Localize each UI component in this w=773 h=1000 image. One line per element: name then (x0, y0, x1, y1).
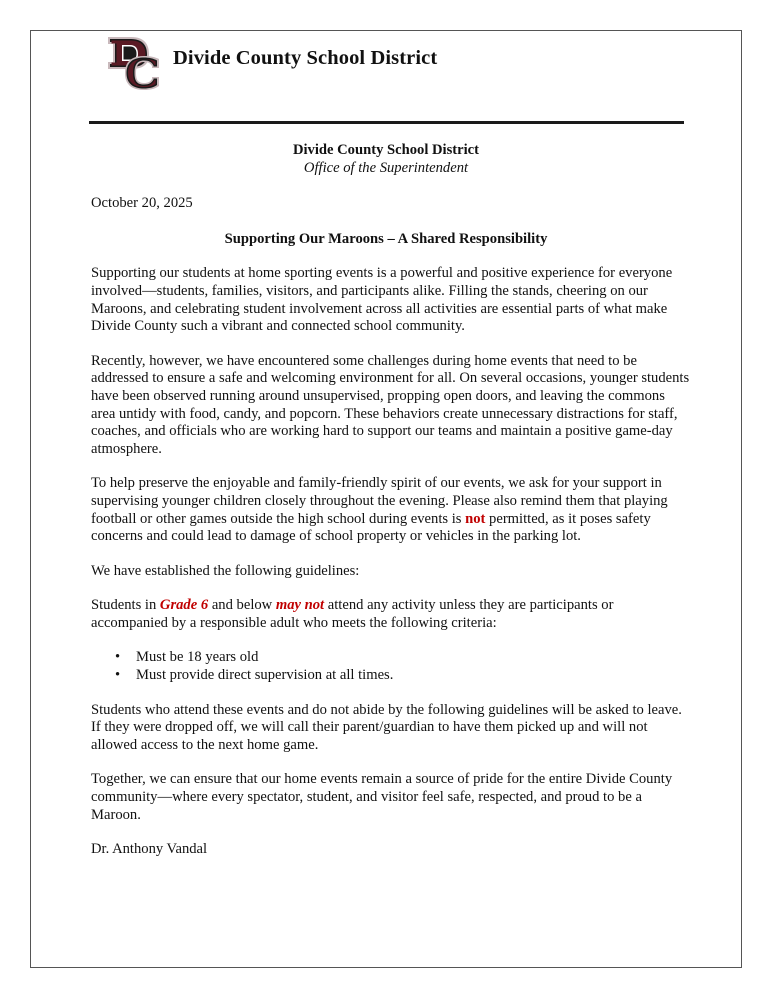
paragraph-support-request (91, 475, 691, 545)
letterhead-title: Divide County School District (173, 46, 438, 69)
office-name: Office of the Superintendent (303, 159, 469, 176)
list-item-text: Must provide direct supervision at all times. (136, 667, 394, 684)
paragraph-text: Students in (91, 597, 160, 614)
letter-body (91, 142, 691, 859)
paragraph-challenges: Recently, however, we have encountered some challenges during home events that need to be addressed to ensure a safe and welcoming environment for all. On several occasions, younger students have been observed running around unsupervised, propping open doors, and leaving the commons area untidy with food, candy, and popcorn. These behaviors create unnecessary distractions for staff, coaches, and officials who are working hard to support our teams and maintain a positive game-day atmosphere. (91, 352, 690, 457)
signature: Dr. Anthony Vandal (91, 841, 208, 858)
list-item (91, 649, 691, 667)
paragraph-text: To help preserve the enjoyable and family-friendly spirit of our events, we ask for your support in supervising younger children closely throughout the evening. Please also remind them that playing football or other games outside the high school during events is (91, 475, 668, 527)
emphasis-may-not: may not (275, 597, 325, 614)
paragraph-text: permitted, as it poses safety concerns and could lead to damage of school property or vehicles in the parking lot. (91, 510, 651, 545)
letter-subject: Supporting Our Maroons – A Shared Responsibility (224, 230, 548, 247)
emphasis-not: not (465, 510, 486, 527)
letter-date: October 20, 2025 (91, 195, 193, 212)
paragraph-text: and below (208, 597, 276, 614)
paragraph-text: attend any activity unless they are participants or accompanied by a responsible adult who meets the following criteria: (91, 597, 614, 631)
bullet-icon: • (115, 667, 121, 684)
header-divider (89, 121, 684, 124)
list-item (91, 667, 691, 685)
paragraph-closing: Together, we can ensure that our home events remain a source of pride for the entire Divide County community—where every spectator, student, and visitor feel safe, respected, and proud to be a Maroon. (91, 771, 673, 823)
list-item-text: Must be 18 years old (136, 649, 259, 666)
letterhead (105, 33, 437, 91)
organization-name: Divide County School District (292, 142, 480, 158)
bullet-icon: • (115, 649, 121, 666)
paragraph-intro: Supporting our students at home sporting events is a powerful and positive experience for everyone involved—students, families, visitors, and participants alike. Filling the stands, cheering on our Maroons, and celebrating student involvement across all activities are essential parts of what make Divide County such a vibrant and connected school community. (91, 265, 673, 335)
paragraph-grade-rule (91, 597, 691, 632)
paragraph-guidelines-intro: We have established the following guidelines: (91, 562, 360, 579)
emphasis-grade: Grade 6 (159, 597, 209, 614)
dc-monogram-logo-icon (105, 33, 163, 91)
criteria-list (91, 649, 691, 684)
letter-heading (91, 142, 681, 177)
paragraph-consequences: Students who attend these events and do not abide by the following guidelines will be asked to leave. If they were dropped off, we will call their parent/guardian to have them picked up and will not allowed access to the next home game. (91, 701, 682, 753)
